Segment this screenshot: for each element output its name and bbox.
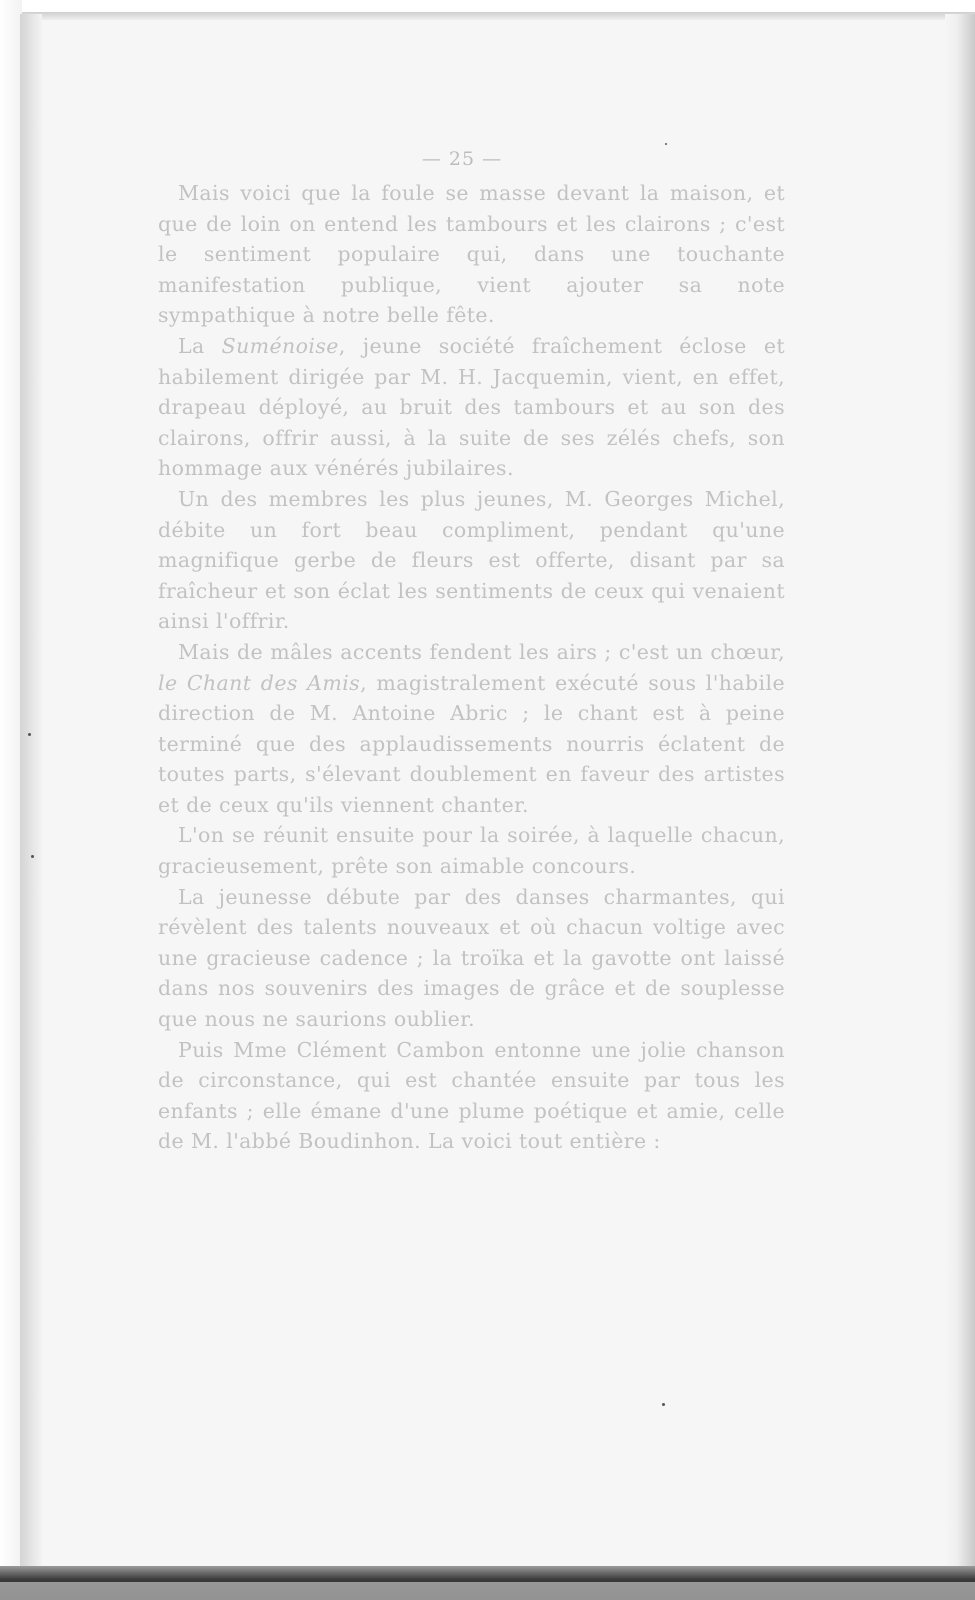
paragraph: Puis Mme Clément Cambon entonne une jolie chanson de circonstance, qui est chantée ensuite par tous les enfants ; elle émane d'une plume poétique et amie, celle de M. l'abbé Boudinhon. La voici tout entière : — [158, 1037, 785, 1154]
paragraph: Un des membres les plus jeunes, M. Georges Michel, débite un fort beau compliment, pendant qu'une magnifique gerbe de fleurs est offerte, disant par sa fraîcheur et son éclat les sentiments de ceux qui venaient ainsi l'offrir. — [158, 486, 785, 634]
paragraph-text: Mais de mâles accents fendent les airs ; c'est un chœur, — [178, 639, 785, 664]
scan-speck — [665, 143, 667, 145]
page-right-shadow — [945, 14, 975, 1584]
paragraph-text: , magistralement exécuté sous l'habile direction de M. Antoine Abric ; le chant est à peine terminé que des applaudissements nourris éclatent de toutes parts, s'élevant doublement en faveur des artistes et de ceux qu'ils viennent chanter. — [158, 670, 785, 817]
paragraph — [158, 331, 785, 484]
scan-speck — [662, 1403, 665, 1406]
paragraph: L'on se réunit ensuite pour la soirée, à laquelle chacun, gracieusement, prête son aimable concours. — [158, 823, 785, 879]
scanner-bottom-strip — [0, 1582, 975, 1600]
paragraph: La jeunesse débute par des danses charmantes, qui révèlent des talents nouveaux et où chacun voltige avec une gracieuse cadence ; la troïka et la gavotte ont laissé dans nos souvenirs des images de grâce et de souplesse que nous ne saurions oublier. — [158, 884, 785, 1032]
page-number: — 25 — — [421, 148, 503, 170]
paragraph-text: , jeune société fraîchement éclose et habilement dirigée par M. H. Jacquemin, vient, en effet, drapeau déployé, au bruit des tambours et au son des clairons, offrir aussi, à la suite de ses zélés chefs, son hommage aux vénérés jubilaires. — [158, 333, 785, 481]
paragraph: Mais voici que la foule se masse devant la maison, et que de loin on entend les tambours et les clairons ; c'est le sentiment populaire qui, dans une touchante manifestation publique, vient ajouter sa note sympathique à notre belle fête. — [158, 181, 785, 328]
italic-society-name: Suménoise — [221, 333, 339, 358]
italic-song-title: le Chant des Amis — [158, 670, 361, 695]
page-left-margin — [0, 0, 22, 1600]
scan-speck — [28, 733, 31, 736]
body-text — [158, 178, 785, 1157]
paragraph — [158, 637, 785, 821]
page-left-shadow — [20, 14, 42, 1574]
page-top-shadow — [22, 12, 975, 20]
scan-speck — [31, 855, 34, 858]
paragraph-text: La — [178, 333, 222, 358]
